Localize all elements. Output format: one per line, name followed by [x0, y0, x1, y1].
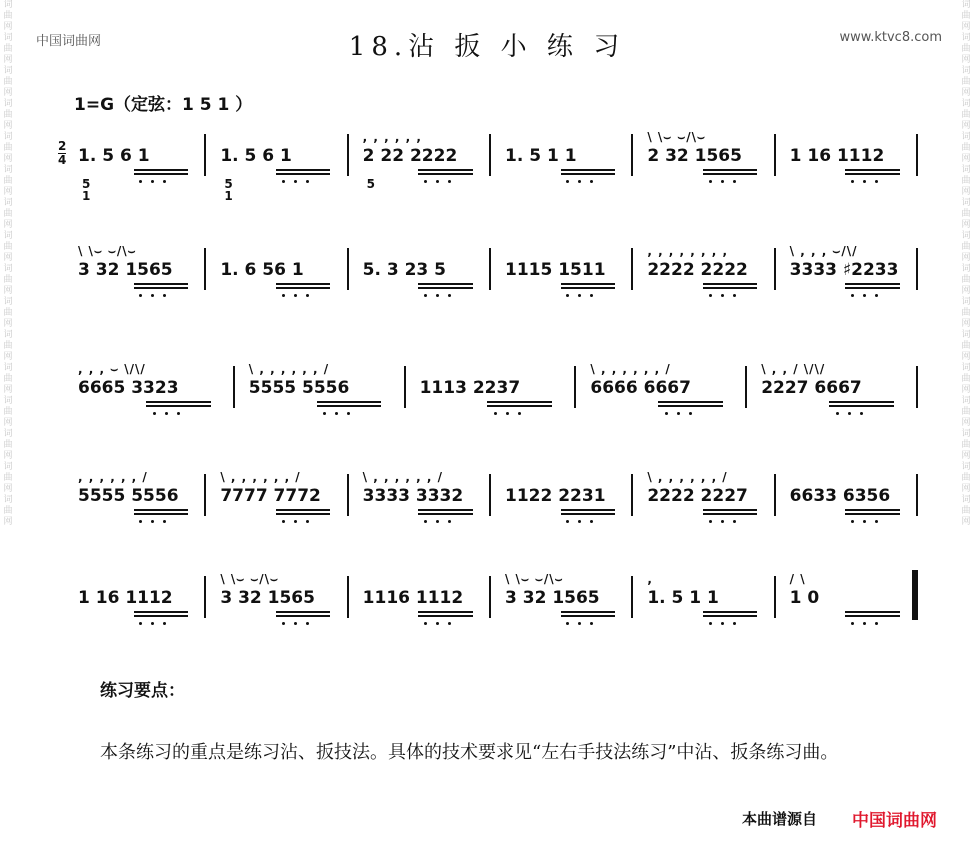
measure — [74, 118, 202, 208]
duration-underline — [134, 287, 188, 289]
technique-marks: , , , , , , , , — [647, 244, 729, 258]
octave-dot — [665, 412, 668, 415]
octave-dot — [306, 180, 309, 183]
octave-dot — [709, 520, 712, 523]
octave-dot — [448, 294, 451, 297]
octave-dot — [709, 294, 712, 297]
chord-low-notes: 5 — [366, 177, 377, 191]
octave-dot — [578, 294, 581, 297]
measure-notes: 5555 5556 — [78, 486, 179, 506]
measure — [359, 118, 487, 208]
measure — [74, 458, 202, 548]
measure — [786, 118, 914, 208]
measure — [216, 560, 344, 650]
final-bar-line — [912, 570, 918, 620]
measure — [586, 350, 743, 440]
duration-underline — [134, 509, 188, 511]
technique-marks: \ \⌣ ⌣/\⌣ — [505, 572, 564, 586]
measure — [501, 560, 629, 650]
technique-marks: \ \⌣ ⌣/\⌣ — [647, 130, 706, 144]
octave-dot — [153, 412, 156, 415]
technique-marks: \ \⌣ ⌣/\⌣ — [220, 572, 279, 586]
measure-notes: 3 32 1565 — [78, 260, 173, 280]
measure-notes: 1122 2231 — [505, 486, 606, 506]
measure — [74, 350, 231, 440]
duration-underline — [317, 405, 382, 407]
measure-notes: 2 22 2222 — [362, 146, 458, 166]
bar-line — [489, 248, 491, 290]
duration-underline — [561, 173, 615, 175]
octave-dot — [163, 520, 166, 523]
score-row — [64, 232, 924, 322]
bar-line — [489, 134, 491, 176]
technique-marks: / \ — [789, 572, 806, 586]
measure-notes: 2222 2222 — [647, 260, 748, 280]
octave-dot — [448, 622, 451, 625]
octave-dot — [590, 294, 593, 297]
octave-dot — [863, 520, 866, 523]
measure — [216, 458, 344, 548]
measure-notes: 3 32 1565 — [220, 588, 315, 608]
measure — [501, 232, 629, 322]
measure-notes: 1 0 — [789, 588, 820, 608]
measure — [786, 458, 914, 548]
technique-marks: \ , , , ⌣/\/ — [789, 244, 858, 258]
octave-dot — [590, 520, 593, 523]
duration-underline — [658, 401, 723, 403]
duration-underline — [418, 287, 472, 289]
duration-underline — [845, 169, 899, 171]
octave-dot — [709, 622, 712, 625]
duration-underline — [276, 513, 330, 515]
technique-marks: , , , , , , / — [78, 470, 148, 484]
octave-dot — [165, 412, 168, 415]
octave-dot — [294, 294, 297, 297]
measure — [643, 458, 771, 548]
bar-line — [916, 474, 918, 516]
octave-dot — [424, 622, 427, 625]
duration-underline — [703, 509, 757, 511]
bar-line — [347, 248, 349, 290]
left-watermark-strip: 词曲网词曲网词曲网词曲网词曲网词曲网词曲网词曲网词曲网词曲网词曲网词曲网词曲网词曲网词曲网词曲网 — [3, 0, 13, 527]
duration-underline — [276, 615, 330, 617]
duration-underline — [703, 287, 757, 289]
chord-low-notes: 5 1 — [224, 177, 234, 203]
octave-dot — [436, 520, 439, 523]
octave-dot — [335, 412, 338, 415]
octave-dot — [566, 180, 569, 183]
octave-dot — [282, 180, 285, 183]
technique-marks: , — [647, 572, 653, 586]
duration-underline — [134, 283, 188, 285]
bar-line — [916, 366, 918, 408]
score-row — [64, 560, 924, 650]
right-watermark-strip: 词曲网词曲网词曲网词曲网词曲网词曲网词曲网词曲网词曲网词曲网词曲网词曲网词曲网词曲网词曲网词曲网 — [961, 0, 971, 527]
bar-line — [489, 576, 491, 618]
octave-dot — [875, 294, 878, 297]
octave-dot — [139, 294, 142, 297]
octave-dot — [436, 622, 439, 625]
octave-dot — [860, 412, 863, 415]
octave-dot — [721, 520, 724, 523]
duration-underline — [829, 401, 894, 403]
duration-underline — [487, 405, 552, 407]
technique-marks: \ , , , , , , / — [647, 470, 728, 484]
duration-underline — [276, 173, 330, 175]
octave-dot — [151, 294, 154, 297]
time-signature-bottom: 4 — [58, 153, 67, 167]
octave-dot — [294, 520, 297, 523]
bar-line — [233, 366, 235, 408]
octave-dot — [836, 412, 839, 415]
measure — [74, 560, 202, 650]
duration-underline — [658, 405, 723, 407]
bar-line — [774, 248, 776, 290]
bar-line — [916, 248, 918, 290]
bar-line — [347, 134, 349, 176]
duration-underline — [487, 401, 552, 403]
duration-underline — [561, 611, 615, 613]
measure-notes: 1 16 1112 — [789, 146, 885, 166]
measure-notes: 1. 5 1 1 — [505, 146, 577, 166]
octave-dot — [294, 180, 297, 183]
octave-dot — [863, 180, 866, 183]
bar-line — [631, 576, 633, 618]
duration-underline — [276, 283, 330, 285]
measure-notes: 2227 6667 — [761, 378, 862, 398]
duration-underline — [146, 401, 211, 403]
measure-notes: 6665 3323 — [78, 378, 179, 398]
bar-line — [204, 576, 206, 618]
measure — [216, 232, 344, 322]
measure — [643, 232, 771, 322]
measure-notes: 1115 1511 — [505, 260, 606, 280]
duration-underline — [829, 405, 894, 407]
octave-dot — [448, 180, 451, 183]
octave-dot — [282, 520, 285, 523]
octave-dot — [875, 520, 878, 523]
octave-dot — [282, 622, 285, 625]
octave-dot — [424, 520, 427, 523]
octave-dot — [151, 622, 154, 625]
bar-line — [631, 474, 633, 516]
bar-line — [489, 474, 491, 516]
measure-notes: 6666 6667 — [590, 378, 691, 398]
octave-dot — [294, 622, 297, 625]
measure — [359, 232, 487, 322]
score-title: 18.沾 扳 小 练 习 — [348, 32, 626, 62]
octave-dot — [424, 180, 427, 183]
technique-marks: \ , , , , , , / — [248, 362, 330, 376]
duration-underline — [276, 611, 330, 613]
duration-underline — [276, 287, 330, 289]
octave-dot — [323, 412, 326, 415]
octave-dot — [578, 520, 581, 523]
measure — [786, 232, 914, 322]
measure — [359, 458, 487, 548]
technique-marks: \ \⌣ ⌣/\⌣ — [78, 244, 137, 258]
octave-dot — [139, 622, 142, 625]
octave-dot — [863, 622, 866, 625]
measure — [643, 118, 771, 208]
octave-dot — [733, 294, 736, 297]
duration-underline — [845, 287, 899, 289]
bar-line — [916, 134, 918, 176]
measure-notes: 1. 6 56 1 — [220, 260, 304, 280]
duration-underline — [845, 509, 899, 511]
octave-dot — [448, 520, 451, 523]
octave-dot — [721, 180, 724, 183]
watermark-url: www.ktvc8.com — [839, 30, 942, 45]
octave-dot — [590, 622, 593, 625]
measure-notes: 1. 5 6 1 — [220, 146, 292, 166]
duration-underline — [561, 509, 615, 511]
octave-dot — [875, 180, 878, 183]
octave-dot — [177, 412, 180, 415]
measure — [501, 118, 629, 208]
measure — [786, 560, 914, 650]
duration-underline — [134, 169, 188, 171]
octave-dot — [851, 520, 854, 523]
duration-underline — [561, 287, 615, 289]
bar-line — [204, 248, 206, 290]
octave-dot — [282, 294, 285, 297]
measure — [416, 350, 573, 440]
duration-underline — [703, 513, 757, 515]
duration-underline — [845, 283, 899, 285]
octave-dot — [163, 180, 166, 183]
duration-underline — [134, 611, 188, 613]
octave-dot — [163, 622, 166, 625]
bar-line — [347, 474, 349, 516]
duration-underline — [317, 401, 382, 403]
technique-marks: \ , , / \/\/ — [761, 362, 826, 376]
technique-marks: \ , , , , , , / — [220, 470, 301, 484]
bar-line — [774, 576, 776, 618]
octave-dot — [733, 622, 736, 625]
duration-underline — [703, 173, 757, 175]
practice-heading: 练习要点： — [100, 681, 185, 701]
duration-underline — [418, 169, 472, 171]
measure-notes: 2 32 1565 — [647, 146, 742, 166]
duration-underline — [561, 513, 615, 515]
duration-underline — [845, 611, 899, 613]
octave-dot — [306, 294, 309, 297]
measure — [359, 560, 487, 650]
chord-low-notes: 5 1 — [82, 177, 92, 203]
technique-marks: \ , , , , , , / — [362, 470, 444, 484]
octave-dot — [689, 412, 692, 415]
key-signature: 1=G（定弦：1 5 1 ） — [74, 95, 253, 115]
measure-notes: 3333 ♯2233 — [789, 260, 899, 280]
octave-dot — [306, 520, 309, 523]
octave-dot — [424, 294, 427, 297]
measure-notes: 3 32 1565 — [505, 588, 600, 608]
duration-underline — [845, 615, 899, 617]
duration-underline — [418, 283, 472, 285]
measure — [216, 118, 344, 208]
measure — [245, 350, 402, 440]
duration-underline — [703, 615, 757, 617]
measure-notes: 2222 2227 — [647, 486, 748, 506]
bar-line — [631, 134, 633, 176]
measure-notes: 3333 3332 — [362, 486, 464, 506]
bar-line — [404, 366, 406, 408]
octave-dot — [139, 180, 142, 183]
duration-underline — [418, 611, 472, 613]
technique-marks: \ , , , , , , / — [590, 362, 671, 376]
octave-dot — [721, 294, 724, 297]
measure-notes: 5. 3 23 5 — [362, 260, 447, 280]
measure-notes: 1113 2237 — [419, 378, 521, 398]
technique-marks: , , , ⌣ \/\/ — [78, 362, 146, 376]
duration-underline — [561, 615, 615, 617]
octave-dot — [506, 412, 509, 415]
measure — [74, 232, 202, 322]
measure-notes: 7777 7772 — [220, 486, 321, 506]
bar-line — [204, 134, 206, 176]
duration-underline — [703, 611, 757, 613]
duration-underline — [418, 509, 472, 511]
octave-dot — [848, 412, 851, 415]
octave-dot — [566, 520, 569, 523]
measure — [501, 458, 629, 548]
measure-notes: 1116 1112 — [362, 588, 464, 608]
octave-dot — [566, 622, 569, 625]
measure-notes: 1 16 1112 — [78, 588, 173, 608]
score-row — [64, 458, 924, 548]
duration-underline — [134, 513, 188, 515]
octave-dot — [721, 622, 724, 625]
measure-notes: 1. 5 1 1 — [647, 588, 719, 608]
bar-line — [774, 474, 776, 516]
octave-dot — [851, 294, 854, 297]
score-row — [64, 350, 924, 440]
duration-underline — [276, 169, 330, 171]
bar-line — [745, 366, 747, 408]
measure-notes: 1. 5 6 1 — [78, 146, 150, 166]
bar-line — [574, 366, 576, 408]
time-signature-top: 2 — [58, 139, 67, 153]
measure — [757, 350, 914, 440]
bar-line — [204, 474, 206, 516]
measure-notes: 5555 5556 — [248, 378, 350, 398]
bar-line — [631, 248, 633, 290]
octave-dot — [590, 180, 593, 183]
octave-dot — [151, 520, 154, 523]
octave-dot — [709, 180, 712, 183]
duration-underline — [418, 615, 472, 617]
duration-underline — [146, 405, 211, 407]
octave-dot — [306, 622, 309, 625]
bar-line — [774, 134, 776, 176]
score-row — [64, 118, 924, 208]
octave-dot — [578, 622, 581, 625]
technique-marks: , , , , , , — [362, 130, 422, 144]
duration-underline — [845, 173, 899, 175]
octave-dot — [151, 180, 154, 183]
octave-dot — [518, 412, 521, 415]
duration-underline — [134, 173, 188, 175]
octave-dot — [494, 412, 497, 415]
duration-underline — [845, 513, 899, 515]
duration-underline — [276, 509, 330, 511]
octave-dot — [733, 520, 736, 523]
octave-dot — [436, 294, 439, 297]
measure — [643, 560, 771, 650]
octave-dot — [436, 180, 439, 183]
octave-dot — [566, 294, 569, 297]
octave-dot — [163, 294, 166, 297]
octave-dot — [578, 180, 581, 183]
duration-underline — [561, 283, 615, 285]
bar-line — [347, 576, 349, 618]
octave-dot — [851, 180, 854, 183]
octave-dot — [875, 622, 878, 625]
measure-notes: 6633 6356 — [789, 486, 891, 506]
duration-underline — [703, 169, 757, 171]
octave-dot — [139, 520, 142, 523]
practice-text: 本条练习的重点是练习沾、扳技法。具体的技术要求见“左右手技法练习”中沾、扳条练习曲。 — [100, 742, 839, 763]
octave-dot — [851, 622, 854, 625]
octave-dot — [677, 412, 680, 415]
source-label: 本曲谱源自 — [742, 810, 818, 828]
octave-dot — [733, 180, 736, 183]
source-site: 中国词曲网 — [852, 811, 937, 831]
duration-underline — [418, 513, 472, 515]
duration-underline — [703, 283, 757, 285]
octave-dot — [863, 294, 866, 297]
watermark-site-name: 中国词曲网 — [36, 34, 102, 49]
duration-underline — [418, 173, 472, 175]
duration-underline — [561, 169, 615, 171]
duration-underline — [134, 615, 188, 617]
octave-dot — [347, 412, 350, 415]
